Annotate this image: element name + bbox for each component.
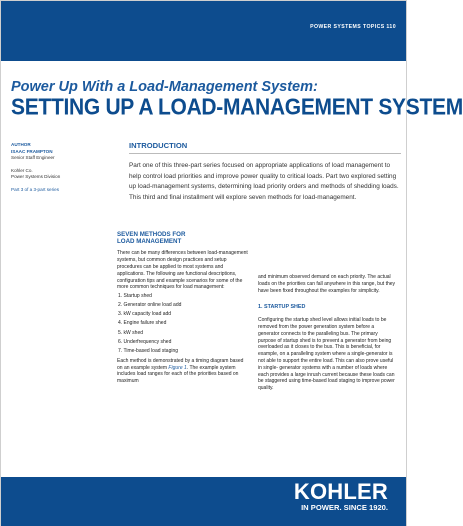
example-text-start: Each method is demonstrated by a timing diagram based on an example system — [117, 357, 244, 371]
methods-intro-text: There can be many differences between load-management systems, but common design practices and setup procedures can be applied to most systems and applications. The following are functional descriptions, configuration tips and example scenarios for some of the more common techniques for load management: — [117, 250, 248, 291]
author-role: Senior Staff Engineer — [11, 155, 55, 160]
company-name: Kohler Co. — [11, 167, 33, 173]
methods-list — [117, 292, 250, 356]
document-subtitle: Power Up With a Load-Management System: — [11, 79, 318, 95]
example-text-end: . The example system includes load ranges for each of the priorities based on maximum — [117, 364, 239, 385]
methods-heading-line2: LOAD MANAGEMENT — [117, 238, 182, 246]
logo-tagline: IN POWER. SINCE 1920. — [301, 503, 388, 512]
author-name: ISAAC FRAMPTON — [11, 148, 53, 154]
author-label: AUTHOR — [11, 142, 31, 147]
author-sidebar — [11, 142, 111, 199]
startup-shed-column — [258, 274, 396, 392]
list-item: 3. kW capacity load add — [118, 311, 172, 318]
series-part: Part 3 of a 3-part series — [11, 186, 60, 192]
division-name: Power Systems Division — [11, 174, 61, 179]
introduction-section — [129, 141, 401, 203]
methods-heading-line1: SEVEN METHODS FOR — [117, 231, 186, 238]
section-divider — [129, 153, 401, 154]
methods-heading — [117, 231, 250, 245]
logo-wordmark: KOHLER — [293, 479, 388, 504]
list-item: 2. Generator online load add — [118, 302, 182, 309]
list-item: 6. Underfrequency shed — [118, 338, 172, 345]
header-bar — [1, 1, 406, 61]
kohler-logo — [294, 481, 388, 513]
list-item: 7. Time-based load staging — [118, 347, 179, 354]
list-item: 1. Startup shed — [118, 293, 152, 300]
introduction-heading: INTRODUCTION — [129, 141, 188, 150]
continued-text: and minimum observed demand on each priority. The actual loads on the priorities can fall anywhere in this range, but they have been fixed throughout the examples for simplicity. — [258, 274, 396, 294]
document-title: SETTING UP A LOAD-MANAGEMENT SYSTEM — [11, 95, 463, 120]
startup-shed-text: Configuring the startup shed level allows initial loads to be removed from the power generation system before a generator connects to the paralleling bus. The primary purpose of startup shed is to prevent a generator from being overloaded as it closes to the bus. This is beneficial, for example, on a paralleling system where a single-generator is not able to support the entire load. This can also prove useful in single- generator systems with a number of loads where each provides a large inrush current because these loads can be staggered using time-based load staging to improve power quality. — [258, 317, 395, 392]
introduction-text: Part one of this three-part series focused on appropriate applications of load management to help control load priorities and improve power quality to critical loads. Part two explored setting up load-management systems, determining load priority orders and methods of shedding loads. This third and final installment will explore seven methods for load-management. — [129, 162, 399, 201]
startup-shed-heading: 1. STARTUP SHED — [258, 304, 306, 311]
methods-column — [117, 231, 250, 386]
figure-reference-link[interactable]: Figure 1 — [168, 364, 187, 371]
list-item: 4. Engine failure shed — [118, 320, 167, 327]
list-item: 5. kW shed — [118, 329, 144, 336]
methods-example-text — [117, 358, 250, 385]
series-label: POWER SYSTEMS TOPICS 110 — [310, 24, 396, 30]
